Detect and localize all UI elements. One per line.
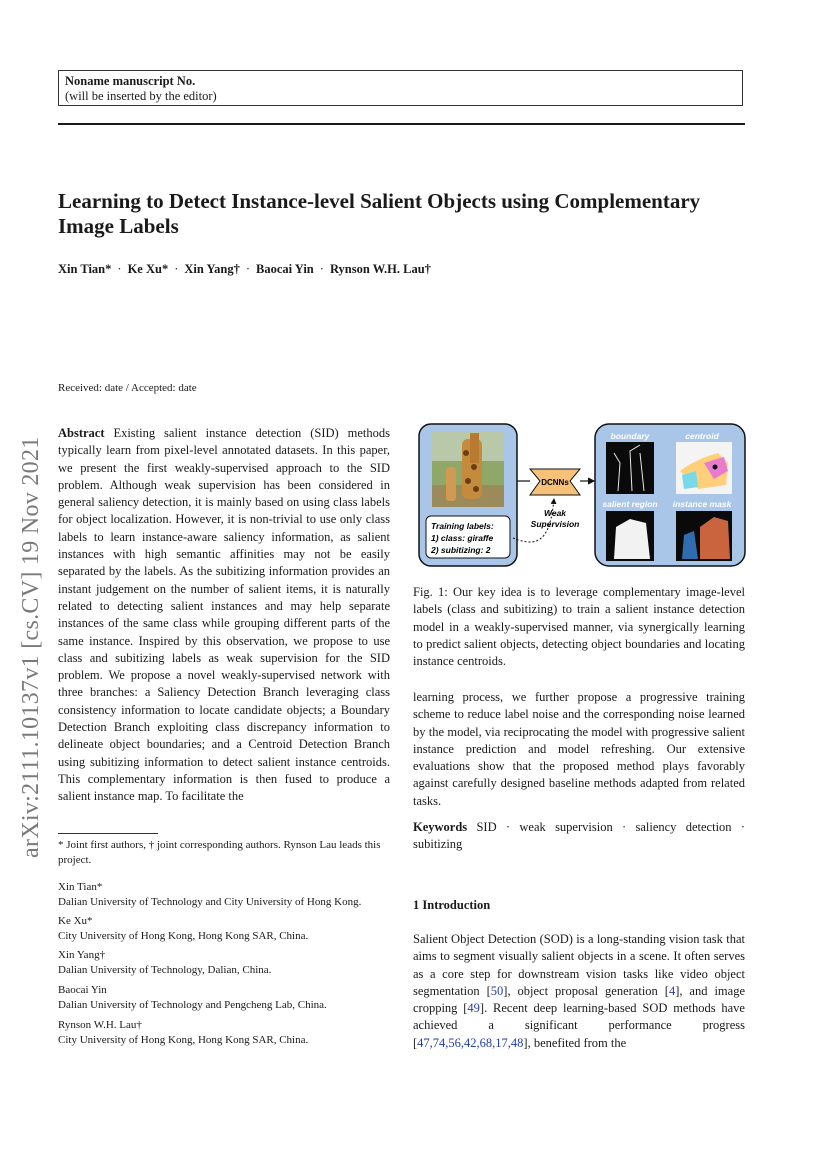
giraffe-photo xyxy=(432,431,504,507)
author-separator: · xyxy=(319,262,324,276)
header-rule xyxy=(58,123,745,125)
abstract-text: Existing salient instance detection (SID) methods typically learn from pixel-level annotated datasets. In this paper, we present the first weakly-supervised approach to the SID problem. Although weak supervision has been considered in general saliency detection, it is mainly based on using class labels for object localization. However, it is non-trivial to use only class labels to learn instance-aware saliency information, as salient instances with high semantic affinities may not be easily separated by the labels. As the subitizing information provides an instant judgement on the number of salient items, it is naturally related to detecting salient instances and may help separate instances of the same class while grouping different parts of the same instance. Inspired by this observation, we propose to use class and subitizing labels as weak supervision for the SID problem. We propose a novel weakly-supervised network with three branches: a Saliency Detection Branch leveraging class consistency information to locate candidate objects; a Boundary Detection Branch exploiting class discrepancy information to delineate object boundaries; and a Centroid Detection Branch using subitizing information to detect salient instance centroids. This complementary information is then fused to produce a salient instance map. To facilitate the xyxy=(58,426,390,804)
affiliation-org: Dalian University of Technology and Pengcheng Lab, China. xyxy=(58,998,327,1011)
intro-text: ], benefited from the xyxy=(523,1035,627,1050)
footnote: * Joint first authors, † joint corresponding authors. Rynson Lau leads this project. xyxy=(58,839,381,866)
dcnn-label: DCNNs xyxy=(541,478,569,487)
footnote-rule xyxy=(58,833,158,834)
training-label-subitizing: 2) subitizing: 2 xyxy=(431,545,491,555)
manuscript-box xyxy=(58,70,743,106)
affiliation-org: Dalian University of Technology, Dalian, China. xyxy=(58,963,272,976)
author: Baocai Yin xyxy=(256,262,314,276)
affiliation-org: City University of Hong Kong, Hong Kong SAR, China. xyxy=(58,929,309,942)
training-label-class: 1) class: giraffe xyxy=(431,533,494,543)
manuscript-note: (will be inserted by the editor) xyxy=(65,89,217,103)
affiliation-name: Ke Xu* xyxy=(58,915,93,927)
intro-text: ], object proposal generation [ xyxy=(503,983,669,998)
affiliation xyxy=(58,948,390,977)
keywords-heading: Keywords xyxy=(413,820,468,834)
affiliation-name: Xin Yang† xyxy=(58,949,106,961)
abstract xyxy=(58,425,390,806)
author: Xin Yang† xyxy=(184,262,240,276)
author-separator: · xyxy=(245,262,250,276)
abstract-continued: learning process, we further propose a progressive training scheme to reduce label noise and the corresponding noise learned by the model, via reciprocating the model with progressive salient instance prediction and model refreshing. Our extensive evaluations show that the proposed method plays favorably against carefully designed baseline methods adapted from related tasks. xyxy=(413,690,745,808)
affiliation xyxy=(58,914,390,943)
intro-paragraph xyxy=(413,931,745,1052)
affiliation xyxy=(58,1018,390,1047)
instance-mask-map xyxy=(676,511,732,561)
arxiv-stamp: arXiv:2111.10137v1 [cs.CV] 19 Nov 2021 xyxy=(18,436,44,858)
author: Xin Tian* xyxy=(58,262,112,276)
manuscript-number: Noname manuscript No. xyxy=(65,74,196,88)
weak-supervision-label: Weak xyxy=(543,508,567,518)
figure-caption: Fig. 1: Our key idea is to leverage complementary image-level labels (class and subitizing) to train a salient instance detection model in a weakly-supervised manner, via synergically learning to predict salient objects, detecting object boundaries and locating instance centroids. xyxy=(413,585,745,669)
boundary-map xyxy=(606,442,654,494)
affiliation-org: Dalian University of Technology and City University of Hong Kong. xyxy=(58,895,362,908)
citation-link[interactable]: 47,74,56,42,68,17,48 xyxy=(417,1035,524,1050)
citation-link[interactable]: 50 xyxy=(490,983,504,998)
salient-region-map xyxy=(606,511,654,561)
intro-text: Salient Object Detection (SOD) is a long-standing vision task that aims to segment visually salient objects in a scene. It often serves as a core step for downstream vision tasks like video object segmentation [ xyxy=(413,932,745,998)
author: Rynson W.H. Lau† xyxy=(329,262,431,276)
output-label-centroid: centroid xyxy=(685,431,719,441)
author-separator: · xyxy=(174,262,179,276)
abstract-heading: Abstract xyxy=(58,426,105,440)
keywords-text: SID · weak supervision · saliency detection · subitizing xyxy=(413,820,746,852)
weak-supervision-label: Supervision xyxy=(530,519,580,529)
citation-link[interactable]: 49 xyxy=(467,1001,480,1016)
intro-text: ], and image cropping [ xyxy=(413,983,745,1016)
author-list xyxy=(58,262,431,277)
output-label-salient-region: salient region xyxy=(602,499,658,509)
affiliation-name: Xin Tian* xyxy=(58,881,103,893)
affiliation xyxy=(58,880,390,909)
citation-link[interactable]: 4 xyxy=(668,983,676,998)
affiliation xyxy=(58,983,390,1012)
intro-text: ]. Recent deep learning-based SOD methods have achieved a significant performance progress [ xyxy=(413,1001,745,1050)
paper-title: Learning to Detect Instance-level Salient Objects using Complementary Image Labels xyxy=(58,189,701,238)
keywords xyxy=(413,819,745,854)
training-labels-title: Training labels: xyxy=(431,521,494,531)
section-title: 1 Introduction xyxy=(413,898,491,912)
author-separator: · xyxy=(117,262,122,276)
received-date: Received: date / Accepted: date xyxy=(58,382,197,394)
affiliation-org: City University of Hong Kong, Hong Kong SAR, China. xyxy=(58,1033,309,1046)
author: Ke Xu* xyxy=(127,262,169,276)
affiliation-name: Rynson W.H. Lau† xyxy=(58,1019,142,1031)
affiliation-name: Baocai Yin xyxy=(58,984,107,996)
figure-1 xyxy=(418,423,748,575)
output-label-boundary: boundary xyxy=(610,431,650,441)
figure-1-diagram xyxy=(418,423,748,575)
output-label-instance-mask: instance mask xyxy=(672,499,732,509)
centroid-map xyxy=(676,442,732,494)
